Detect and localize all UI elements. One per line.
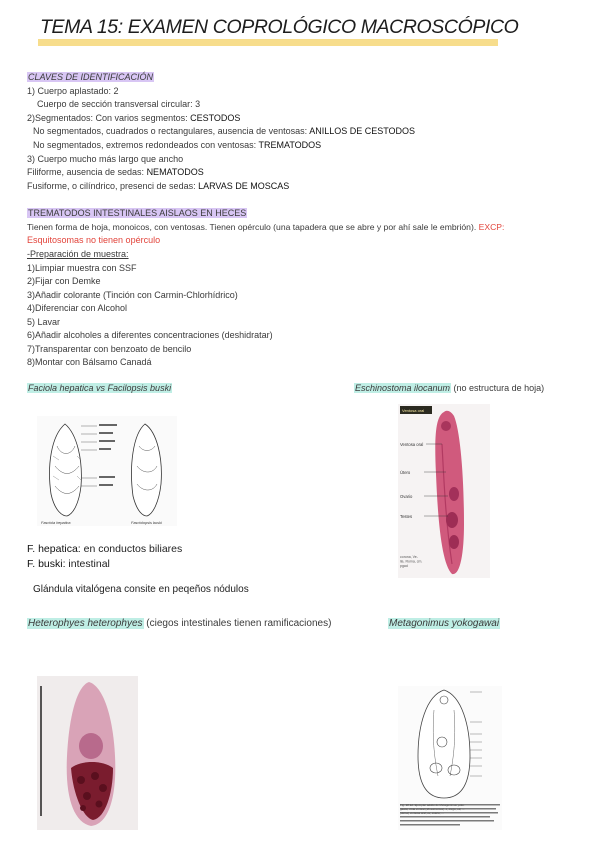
prep-step: 4)Diferenciar con Alcohol — [27, 303, 128, 313]
prep-step: 5) Lavar — [27, 317, 61, 327]
trem-heading: TREMATODOS INTESTINALES AISLAOS EN HECES — [28, 208, 247, 218]
fig2-label: Ventosa oral — [400, 442, 424, 447]
keys-line-3: 2)Segmentados: Con varios segmentos: CESTODOS — [27, 113, 241, 123]
fasciola-drawing — [37, 416, 177, 526]
fasciola-caption: Fasciola hepatica — [41, 521, 71, 525]
keys-line-6: 3) Cuerpo mucho más largo que ancho — [27, 154, 184, 164]
prep-step: 6)Añadir alcoholes a diferentes concentraciones (deshidratar) — [27, 330, 273, 340]
prep-step: 8)Montar con Bálsamo Canadá — [27, 357, 152, 367]
fig2-caption: corona, Ve-lla. Roma, cm. pgad — [400, 555, 423, 568]
echinostoma-figure — [398, 404, 490, 578]
fig2-label: Testes — [400, 514, 413, 519]
title-highlight — [38, 39, 498, 46]
echinostoma-label-tag: Ventosa oral — [402, 408, 425, 413]
heterophyes-photo — [37, 676, 138, 830]
keys-line-8: Fusiforme, o cilíndrico, presenci de sedas: LARVAS DE MOSCAS — [27, 181, 290, 191]
trem-description: Tienen forma de hoja, monoicos, con ventosas. Tienen opérculo (una tapadera que se abre y por ahí sale le embrión). EXCP: — [27, 222, 505, 232]
buski-note: F. buski: intestinal — [27, 558, 110, 570]
fasciola-figure — [37, 416, 177, 526]
page-title: TEMA 15: EXAMEN COPROLÓGICO MACROSCÓPICO — [40, 16, 519, 38]
keys-line-7: Filiforme, ausencia de sedas: NEMATODOS — [27, 167, 204, 177]
keys-heading: CLAVES DE IDENTIFICACIÓN — [28, 72, 154, 82]
heterophyes-figure — [37, 676, 138, 830]
gland-note: Glándula vitalógena consite en peqeños nódulos — [33, 584, 249, 595]
heterophyes-label: Heterophyes heterophyes (ciegos intestinales tienen ramificaciones) — [28, 618, 332, 629]
fasciola-label: Faciola hepatica vs Facilopsis buski — [28, 383, 172, 393]
metagonimus-figure — [398, 686, 502, 830]
keys-line-5: No segmentados, extremos redondeados con ventosas: TREMATODOS — [33, 140, 322, 150]
trem-exception: Esquitosomas no tienen opérculo — [27, 235, 161, 245]
metagonimus-drawing — [398, 686, 502, 830]
keys-line-1: 1) Cuerpo aplastado: 2 — [27, 86, 119, 96]
prep-step: 2)Fijar con Demke — [27, 276, 101, 286]
metagonimus-caption: Fig. 18-12. Ejemplar adulto de Metagonimus yoko-gawai, vista ventral (16 aumentos). c, ciego; ed, ... (dorso) ventosa oral; ov, ovario; ... — [400, 803, 465, 815]
keys-line-2: Cuerpo de sección transversal circular: 3 — [37, 99, 201, 109]
prep-heading: -Preparación de muestra: — [27, 249, 129, 259]
hepatica-note: F. hepatica: en conductos biliares — [27, 543, 183, 555]
metagonimus-label: Metagonimus yokogawai — [389, 618, 500, 629]
keys-line-4: No segmentados, cuadrados o rectangulares, ausencia de ventosas: ANILLOS DE CESTODOS — [33, 126, 416, 136]
echinostoma-photo — [398, 404, 490, 578]
fasciolopsis-caption: Fasciolopsis buski — [131, 521, 162, 525]
prep-step: 7)Transparentar con benzoato de bencilo — [27, 344, 192, 354]
fig2-label: Ovario — [400, 494, 413, 499]
echinostoma-label: Eschinostoma ilocanum (no estructura de hoja) — [355, 383, 545, 393]
fig2-label: Útero — [400, 470, 411, 475]
prep-step: 3)Añadir colorante (Tinción con Carmin-Chlorhídrico) — [27, 290, 238, 300]
prep-step: 1)Limpiar muestra con SSF — [27, 263, 137, 273]
